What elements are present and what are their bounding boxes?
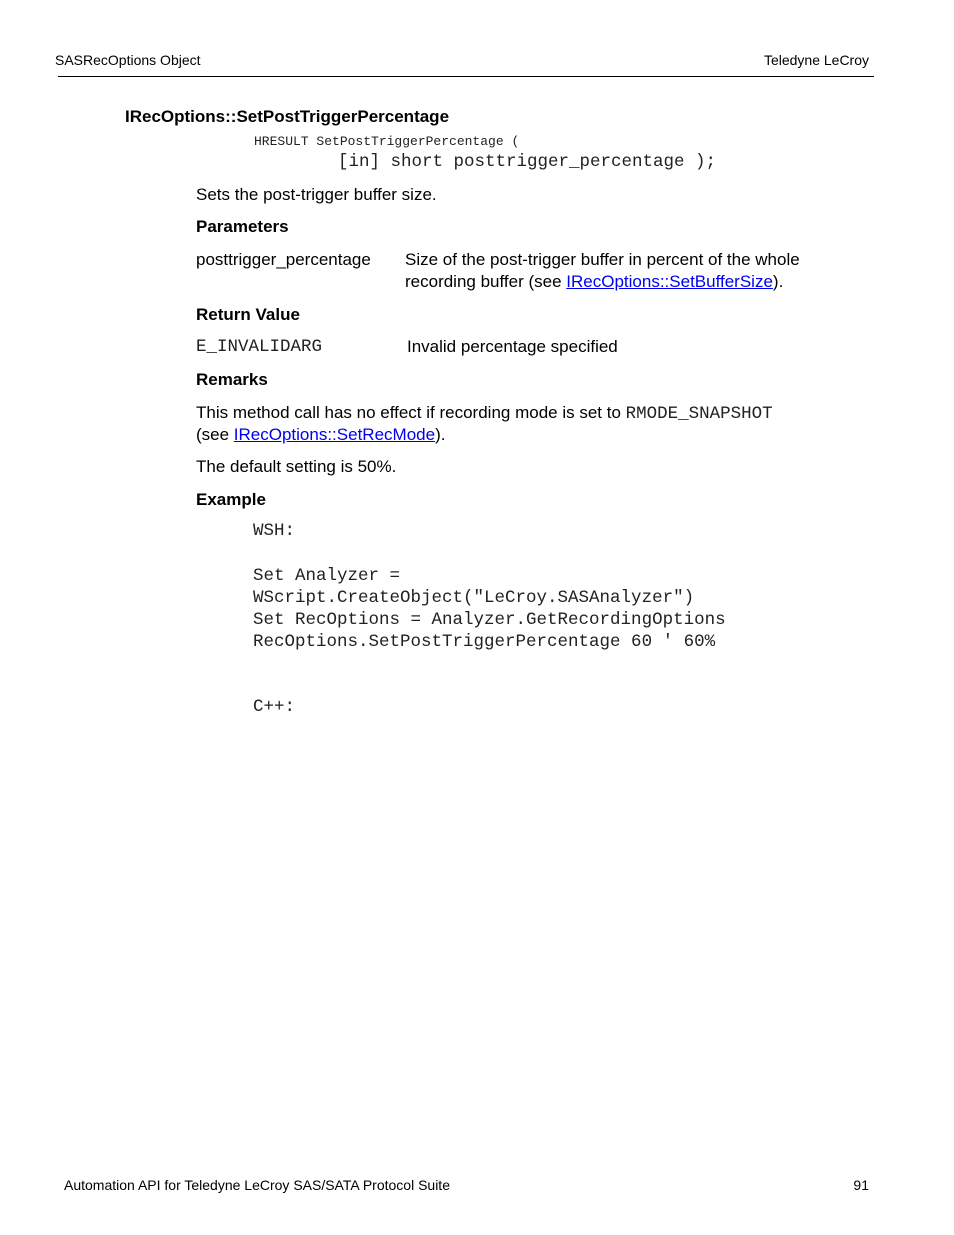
page-number: 91 xyxy=(853,1177,869,1193)
parameter-description-post: ). xyxy=(772,272,784,291)
parameter-name: posttrigger_percentage xyxy=(196,250,371,269)
example-heading: Example xyxy=(196,490,266,509)
return-value-description: Invalid percentage specified xyxy=(407,337,618,356)
remarks-default: The default setting is 50%. xyxy=(196,457,397,476)
header-right: Teledyne LeCroy xyxy=(763,52,869,68)
footer-title: Automation API for Teledyne LeCroy SAS/SATA Protocol Suite xyxy=(64,1177,450,1193)
header-left: SASRecOptions Object xyxy=(55,52,201,68)
return-value-code: E_INVALIDARG xyxy=(196,337,323,357)
setbuffersize-link[interactable]: IRecOptions::SetBufferSize xyxy=(566,272,773,291)
remarks-line-1 xyxy=(196,402,773,425)
parameter-description-line-1: Size of the post-trigger buffer in percent of the whole xyxy=(405,250,800,269)
return-value-heading: Return Value xyxy=(196,305,300,324)
header-divider xyxy=(58,76,874,77)
parameter-description-line-2 xyxy=(405,271,800,293)
example-cpp-label: C++: xyxy=(253,697,296,717)
remarks-text: This method call has no effect if recording mode is set to xyxy=(196,403,626,422)
code-line: Set Analyzer = xyxy=(253,566,401,586)
remarks-heading: Remarks xyxy=(196,370,268,389)
example-wsh-label: WSH: xyxy=(253,521,296,541)
signature-line-2: [in] short posttrigger_percentage ); xyxy=(338,152,717,172)
section-title: IRecOptions::SetPostTriggerPercentage xyxy=(125,107,450,126)
parameters-heading: Parameters xyxy=(196,217,289,236)
remarks-line-2-pre: (see xyxy=(196,425,234,444)
parameter-description xyxy=(405,249,800,293)
code-line: Set RecOptions = Analyzer.GetRecordingOptions xyxy=(253,610,726,630)
setrecmode-link[interactable]: IRecOptions::SetRecMode xyxy=(233,425,436,444)
remarks-line-2-post: ). xyxy=(435,425,446,444)
code-line: RecOptions.SetPostTriggerPercentage 60 ' 60% xyxy=(253,632,716,652)
parameter-description-pre: recording buffer (see xyxy=(405,272,567,291)
remarks-line-2 xyxy=(196,424,445,446)
example-wsh-code xyxy=(253,565,726,653)
description: Sets the post-trigger buffer size. xyxy=(196,185,437,204)
code-line: WScript.CreateObject("LeCroy.SASAnalyzer") xyxy=(253,588,695,608)
remarks-code: RMODE_SNAPSHOT xyxy=(625,404,773,424)
signature-line-1: HRESULT SetPostTriggerPercentage ( xyxy=(254,134,520,149)
